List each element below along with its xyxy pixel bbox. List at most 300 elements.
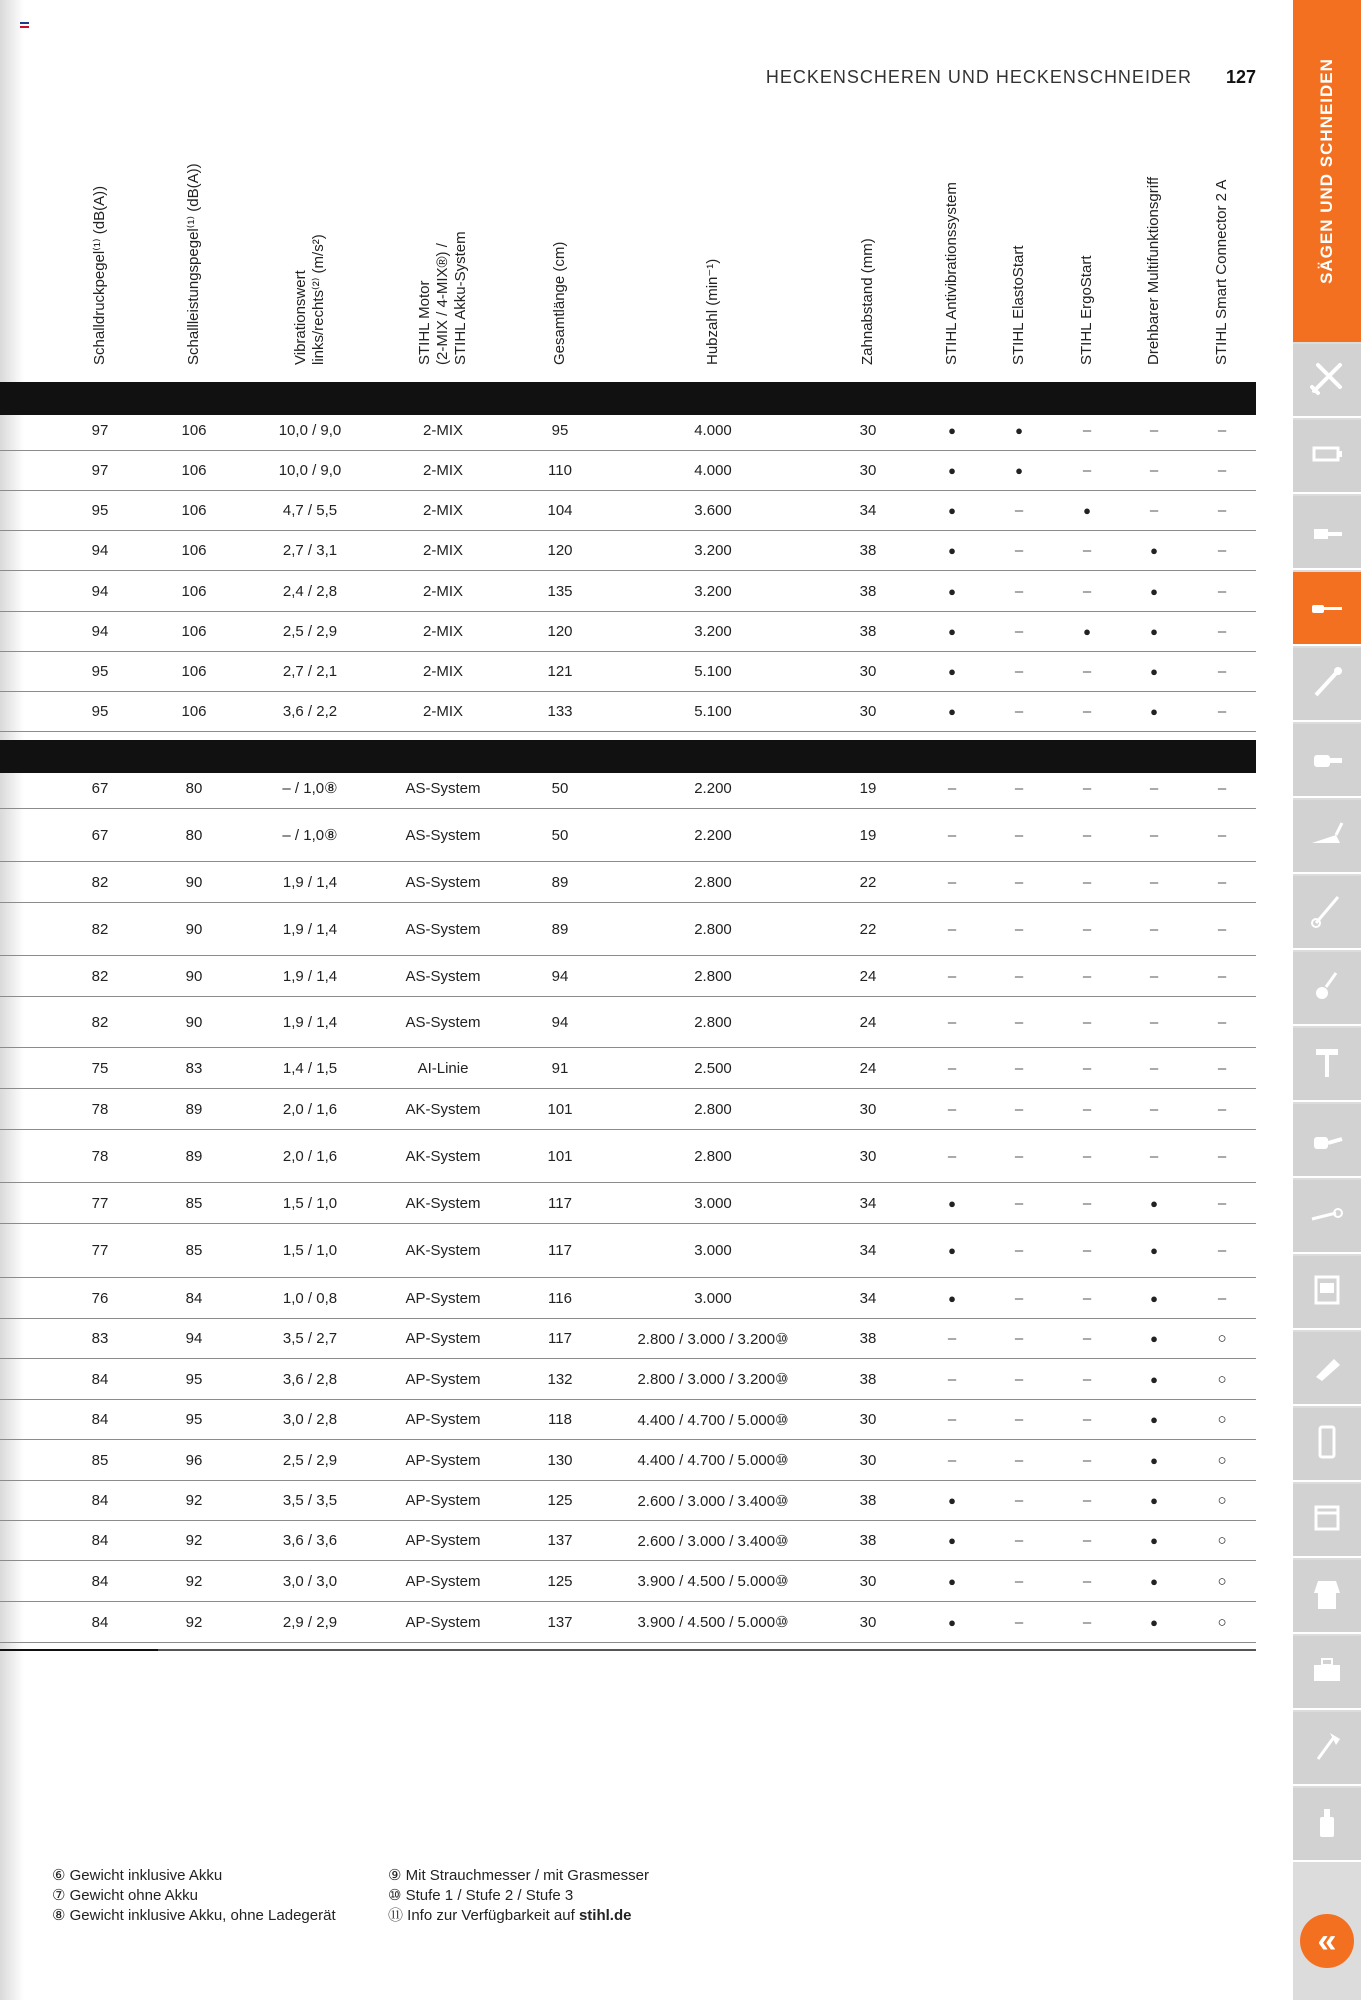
- feature-no-dash: –: [1149, 826, 1159, 844]
- cell-value: 94: [91, 542, 109, 559]
- table-cell-c3: [250, 997, 370, 1047]
- cell-value: 84: [91, 1370, 109, 1388]
- table-cell-c6: [613, 956, 813, 996]
- table-cell-c3: [250, 612, 370, 651]
- feature-optional-ring: ○: [1217, 1532, 1227, 1549]
- cell-value: 106: [181, 502, 207, 519]
- feature-yes-dot: ●: [948, 423, 956, 438]
- cell-value: 94: [91, 623, 109, 640]
- table-row: [0, 1561, 1256, 1602]
- table-row: [0, 903, 1256, 956]
- feature-no-dash: –: [1217, 663, 1227, 680]
- feature-no-dash: –: [1082, 542, 1092, 559]
- table-cell-c2: [134, 1359, 254, 1399]
- table-cell-c2: [134, 1561, 254, 1601]
- feature-no-dash: –: [1082, 1147, 1092, 1165]
- feature-no-dash: –: [1149, 873, 1159, 891]
- table-end-line: [0, 1649, 1256, 1651]
- table-cell-c5: [500, 1278, 620, 1318]
- table-cell-c4: [383, 768, 503, 808]
- cell-value: 137: [547, 1613, 573, 1631]
- feature-no-dash: –: [1014, 1370, 1024, 1388]
- sidebar-item-hedge-trimmer[interactable]: [1293, 572, 1361, 646]
- table-cell-c4: [383, 862, 503, 902]
- feature-no-dash: –: [1082, 1289, 1092, 1307]
- cell-value: 50: [551, 779, 569, 797]
- cell-value: 80: [185, 826, 203, 844]
- table-cell-c6: [613, 1089, 813, 1129]
- feature-yes-dot: ●: [948, 583, 956, 599]
- table-cell-c3: [250, 1224, 370, 1277]
- table-cell-c2: [134, 1521, 254, 1560]
- table-row: [0, 1183, 1256, 1224]
- table-row: [0, 531, 1256, 571]
- cell-value: 1,4 / 1,5: [282, 1059, 338, 1077]
- table-cell-c5: [500, 612, 620, 651]
- feature-no-dash: –: [1217, 826, 1227, 844]
- table-cell-c3: [250, 768, 370, 808]
- cell-value: 91: [551, 1059, 569, 1077]
- table-cell-c4: [383, 1089, 503, 1129]
- feature-yes-dot: ●: [1150, 624, 1158, 639]
- cleaner-icon: [1306, 1801, 1348, 1848]
- table-cell-c6: [613, 768, 813, 808]
- cell-value: 2.800: [694, 1100, 732, 1118]
- feature-no-dash: –: [1014, 1100, 1024, 1118]
- table-cell-c3: [250, 1319, 370, 1358]
- table-cell-c2: [134, 1130, 254, 1182]
- feature-yes-dot: ●: [1150, 1573, 1158, 1589]
- feature-no-dash: –: [1014, 663, 1024, 680]
- feature-yes-dot: ●: [948, 704, 956, 719]
- feature-yes-dot: ●: [1083, 503, 1091, 518]
- table-cell-c2: [134, 768, 254, 808]
- page-title: HECKENSCHEREN UND HECKENSCHNEIDER: [765, 66, 1192, 87]
- sidebar-item-leaf-blower[interactable]: [1293, 1104, 1361, 1178]
- cell-value: 1,9 / 1,4: [282, 967, 338, 985]
- sidebar-item-lawnmower[interactable]: [1293, 800, 1361, 874]
- cell-value: 3,5 / 3,5: [282, 1492, 338, 1509]
- column-header-c11: [1126, 120, 1182, 365]
- table-cell-c2: [134, 1400, 254, 1439]
- feature-no-dash: –: [1082, 1059, 1092, 1077]
- cell-value: 83: [91, 1330, 109, 1347]
- feature-no-dash: –: [1014, 1194, 1024, 1212]
- sidebar-item-trimmer[interactable]: [1293, 876, 1361, 950]
- table-cell-c12: [1162, 1481, 1282, 1520]
- cell-value: 3,6 / 2,8: [282, 1370, 338, 1388]
- footnotes-right: [388, 1866, 649, 1926]
- cell-value: AP-System: [405, 1370, 481, 1388]
- cell-value: 24: [859, 1013, 877, 1031]
- sidebar-item-toolbox[interactable]: [1293, 1636, 1361, 1710]
- table-cell-c2: [134, 1089, 254, 1129]
- cell-value: 34: [859, 1289, 877, 1307]
- feature-yes-dot: ●: [948, 543, 956, 558]
- table-cell-c3: [250, 1400, 370, 1439]
- table-cell-c6: [613, 997, 813, 1047]
- cell-value: 1,0 / 0,8: [282, 1289, 338, 1307]
- feature-no-dash: –: [1082, 1492, 1092, 1509]
- feature-yes-dot: ●: [1083, 624, 1091, 639]
- cell-value: 3,0 / 3,0: [282, 1572, 338, 1590]
- table-cell-c4: [383, 809, 503, 861]
- feature-no-dash: –: [1217, 1100, 1227, 1118]
- feature-yes-dot: ●: [948, 1533, 956, 1548]
- table-cell-c5: [500, 997, 620, 1047]
- cell-value: 76: [91, 1289, 109, 1307]
- cell-value: 89: [551, 920, 569, 938]
- cell-value: 92: [185, 1532, 203, 1549]
- feature-yes-dot: ●: [948, 1243, 956, 1258]
- category-sidebar: [1293, 0, 1361, 2000]
- table-cell-c4: [383, 1319, 503, 1358]
- footnote: ⑥ Gewicht inklusive Akku: [52, 1867, 223, 1884]
- cell-value: 24: [859, 967, 877, 985]
- feature-no-dash: –: [1082, 967, 1092, 985]
- sidebar-item-sprayer[interactable]: [1293, 1332, 1361, 1406]
- section-tab-label: SÄGEN UND SCHNEIDEN: [1317, 58, 1336, 284]
- cell-value: AP-System: [405, 1613, 481, 1631]
- table-cell-c2: [134, 1048, 254, 1088]
- cell-value: 2-MIX: [422, 623, 463, 640]
- double-chevron-left-icon: «: [1317, 1921, 1337, 1960]
- feature-no-dash: –: [1217, 1194, 1227, 1212]
- table-cell-c6: [613, 411, 813, 450]
- axe-icon: [1306, 1725, 1348, 1772]
- table-row: [0, 451, 1256, 491]
- cell-value: 84: [91, 1613, 109, 1631]
- feature-no-dash: –: [1082, 1451, 1092, 1469]
- cell-value: 34: [859, 502, 877, 519]
- table-row: [0, 1440, 1256, 1481]
- cell-value: 106: [181, 623, 207, 640]
- cell-value: 94: [91, 582, 109, 600]
- feature-no-dash: –: [1014, 1492, 1024, 1509]
- table-cell-c5: [500, 1224, 620, 1277]
- cell-value: 92: [185, 1613, 203, 1631]
- table-cell-c6: [613, 1130, 813, 1182]
- sidebar-item-brushcutter[interactable]: [1293, 648, 1361, 722]
- cell-value: 5.100: [694, 703, 732, 720]
- table-cell-c3: [250, 451, 370, 490]
- cell-value: AP-System: [405, 1451, 481, 1469]
- column-header-c4: [415, 120, 471, 365]
- column-header-label: STIHL ErgoStart: [1078, 255, 1095, 365]
- feature-yes-dot: ●: [948, 503, 956, 518]
- table-cell-c5: [500, 809, 620, 861]
- table-row: [0, 411, 1256, 451]
- cell-value: 89: [551, 873, 569, 891]
- table-cell-c5: [500, 956, 620, 996]
- toolbox-icon: [1306, 1649, 1348, 1696]
- cell-value: 84: [91, 1532, 109, 1549]
- table-cell-c5: [500, 531, 620, 570]
- cell-value: 116: [548, 1289, 572, 1307]
- cell-value: 120: [547, 623, 573, 640]
- cell-value: 1,5 / 1,0: [282, 1242, 338, 1259]
- sidebar-item-earth-auger[interactable]: [1293, 1028, 1361, 1102]
- cell-value: 2.800: [694, 967, 732, 985]
- sidebar-item-smartphone[interactable]: [1293, 1408, 1361, 1482]
- cell-value: 19: [859, 826, 877, 844]
- feature-no-dash: –: [1014, 1330, 1024, 1347]
- cell-value: 106: [181, 703, 207, 720]
- table-cell-c12: [1162, 809, 1282, 861]
- feature-no-dash: –: [1014, 967, 1024, 985]
- table-cell-c5: [500, 1481, 620, 1520]
- table-cell-c12: [1162, 997, 1282, 1047]
- feature-no-dash: –: [1149, 502, 1159, 519]
- table-cell-c6: [613, 1224, 813, 1277]
- table-row: [0, 1048, 1256, 1089]
- sidebar-item-calendar[interactable]: [1293, 1484, 1361, 1558]
- cell-value: 95: [91, 502, 109, 519]
- cell-value: 101: [547, 1147, 573, 1165]
- cell-value: 125: [547, 1572, 573, 1590]
- cell-value: 2.800: [694, 1013, 732, 1031]
- cell-value: 30: [859, 1411, 877, 1428]
- table-cell-c2: [134, 1183, 254, 1223]
- cell-value: 30: [859, 1147, 877, 1165]
- sidebar-item-blower[interactable]: [1293, 724, 1361, 798]
- table-cell-c3: [250, 1278, 370, 1318]
- feature-no-dash: –: [1014, 1532, 1024, 1549]
- cell-value: AS-System: [405, 1013, 481, 1031]
- table-cell-c5: [500, 411, 620, 450]
- feature-yes-dot: ●: [1150, 583, 1158, 599]
- feature-no-dash: –: [1014, 1451, 1024, 1469]
- table-cell-c4: [383, 571, 503, 611]
- table-cell-c4: [383, 1521, 503, 1560]
- feature-no-dash: –: [1014, 1147, 1024, 1165]
- feature-optional-ring: ○: [1217, 1451, 1227, 1469]
- footnote: ⑪ Info zur Verfügbarkeit auf stihl.de: [388, 1907, 632, 1924]
- leaf-blower-icon: [1306, 1117, 1348, 1164]
- cell-value: 2-MIX: [422, 582, 463, 600]
- feature-no-dash: –: [1217, 542, 1227, 559]
- feature-yes-dot: ●: [1150, 1290, 1158, 1306]
- footnote: ⑨ Mit Strauchmesser / mit Grasmesser: [388, 1867, 649, 1884]
- cell-value: 2-MIX: [422, 663, 463, 680]
- cell-value: 97: [91, 462, 109, 479]
- column-header-label: Gesamtlänge (cm): [551, 241, 568, 365]
- column-header-c7: [840, 120, 896, 365]
- table-cell-c6: [613, 652, 813, 691]
- table-cell-c6: [613, 451, 813, 490]
- cell-value: 2.800: [694, 873, 732, 891]
- table-cell-c2: [134, 531, 254, 570]
- feature-no-dash: –: [1014, 1013, 1024, 1031]
- cell-value: 1,5 / 1,0: [282, 1194, 338, 1212]
- cell-value: 77: [91, 1242, 109, 1259]
- feature-optional-ring: ○: [1217, 1492, 1227, 1509]
- feature-no-dash: –: [1082, 1572, 1092, 1590]
- cell-value: 2,0 / 1,6: [282, 1147, 338, 1165]
- feature-yes-dot: ●: [948, 1290, 956, 1306]
- feature-no-dash: –: [1149, 920, 1159, 938]
- cell-value: 4,7 / 5,5: [282, 502, 338, 519]
- table-cell-c12: [1162, 612, 1282, 651]
- feature-yes-dot: ●: [1150, 1493, 1158, 1508]
- back-button[interactable]: [1300, 1914, 1354, 1968]
- table-row: [0, 862, 1256, 903]
- table-cell-c6: [613, 1048, 813, 1088]
- feature-yes-dot: ●: [1150, 704, 1158, 719]
- column-header-label: STIHL Antivibrationssystem: [943, 182, 960, 365]
- cell-value: 22: [859, 873, 877, 891]
- cell-value: 82: [91, 920, 109, 938]
- sidebar-item-axe[interactable]: [1293, 1712, 1361, 1786]
- column-header-c9: [991, 120, 1047, 365]
- cell-value: 2,5 / 2,9: [282, 623, 338, 640]
- table-cell-c2: [134, 451, 254, 490]
- table-cell-c3: [250, 903, 370, 955]
- table-cell-c3: [250, 809, 370, 861]
- feature-no-dash: –: [1217, 422, 1227, 439]
- cell-value: 2,7 / 2,1: [282, 663, 338, 680]
- section-tab[interactable]: [1293, 0, 1361, 342]
- table-cell-c12: [1162, 768, 1282, 808]
- cell-value: 133: [547, 703, 573, 720]
- cell-value: 2,5 / 2,9: [282, 1451, 338, 1469]
- cell-value: 38: [859, 1532, 877, 1549]
- feature-no-dash: –: [947, 826, 957, 844]
- column-header-label: Hubzahl (min⁻¹): [704, 258, 721, 365]
- feature-no-dash: –: [1082, 873, 1092, 891]
- cell-value: 95: [185, 1411, 203, 1428]
- table-cell-c6: [613, 1440, 813, 1480]
- table-row: [0, 1130, 1256, 1183]
- table-cell-c4: [383, 1130, 503, 1182]
- feature-no-dash: –: [1014, 502, 1024, 519]
- table-cell-c2: [134, 652, 254, 691]
- table-cell-c6: [613, 692, 813, 731]
- column-header-label: STIHL ElastoStart: [1010, 245, 1027, 365]
- sidebar-item-tools[interactable]: [1293, 344, 1361, 418]
- sidebar-item-pressure-washer[interactable]: [1293, 1180, 1361, 1254]
- table-row: [0, 612, 1256, 652]
- table-cell-c4: [383, 1440, 503, 1480]
- table-cell-c5: [500, 1359, 620, 1399]
- feature-no-dash: –: [1082, 1194, 1092, 1212]
- sidebar-item-tiller[interactable]: [1293, 952, 1361, 1026]
- table-row: [0, 809, 1256, 862]
- cell-value: 84: [91, 1572, 109, 1590]
- cell-value: 117: [548, 1242, 572, 1259]
- feature-optional-ring: ○: [1217, 1330, 1227, 1347]
- table-cell-c5: [500, 571, 620, 611]
- table-cell-c12: [1162, 862, 1282, 902]
- table-cell-c5: [500, 1602, 620, 1642]
- feature-no-dash: –: [1217, 779, 1227, 797]
- sidebar-item-cleaner[interactable]: [1293, 1788, 1361, 1862]
- cell-value: 132: [547, 1370, 573, 1388]
- cell-value: 95: [551, 422, 569, 439]
- feature-no-dash: –: [1149, 779, 1159, 797]
- sidebar-item-chainsaw[interactable]: [1293, 496, 1361, 570]
- table-cell-c6: [613, 1602, 813, 1642]
- feature-no-dash: –: [947, 1451, 957, 1469]
- table-cell-c4: [383, 1278, 503, 1318]
- earth-auger-icon: [1306, 1041, 1348, 1088]
- table-cell-c3: [250, 491, 370, 530]
- feature-no-dash: –: [947, 1370, 957, 1388]
- feature-yes-dot: ●: [1015, 423, 1023, 438]
- feature-no-dash: –: [1149, 422, 1159, 439]
- cell-value: 94: [551, 967, 569, 985]
- table-row: [0, 997, 1256, 1048]
- table-cell-c4: [383, 491, 503, 530]
- feature-no-dash: –: [1014, 1411, 1024, 1428]
- table-cell-c2: [134, 411, 254, 450]
- blower-icon: [1306, 737, 1348, 784]
- feature-no-dash: –: [1082, 663, 1092, 680]
- sidebar-item-clothing[interactable]: [1293, 1560, 1361, 1634]
- table-cell-c4: [383, 1561, 503, 1601]
- cell-value: AS-System: [405, 826, 481, 844]
- table-cell-c12: [1162, 1183, 1282, 1223]
- feature-no-dash: –: [1217, 920, 1227, 938]
- cell-value: 130: [547, 1451, 573, 1469]
- cell-value: 2.500: [694, 1059, 732, 1077]
- cell-value: 94: [185, 1330, 203, 1347]
- cell-value: 3.000: [694, 1242, 732, 1259]
- table-cell-c12: [1162, 1130, 1282, 1182]
- cell-value: 135: [547, 582, 573, 600]
- sidebar-item-shredder[interactable]: [1293, 1256, 1361, 1330]
- table-cell-c3: [250, 1089, 370, 1129]
- feature-no-dash: –: [1217, 582, 1227, 600]
- feature-no-dash: –: [947, 1059, 957, 1077]
- tiller-icon: [1306, 965, 1348, 1012]
- cell-value: 3,5 / 2,7: [282, 1330, 338, 1347]
- cell-value: – / 1,0⑧: [282, 780, 338, 797]
- feature-optional-ring: ○: [1217, 1572, 1227, 1590]
- cell-value: 92: [185, 1492, 203, 1509]
- feature-no-dash: –: [947, 1330, 957, 1347]
- table-row: [0, 1224, 1256, 1278]
- cell-value: 1,9 / 1,4: [282, 1013, 338, 1031]
- feature-no-dash: –: [1082, 1242, 1092, 1259]
- table-cell-c5: [500, 491, 620, 530]
- cell-value: AK-System: [405, 1194, 481, 1212]
- stihl-link[interactable]: stihl.de: [578, 1907, 632, 1924]
- column-header-c6: [685, 120, 741, 365]
- cell-value: 78: [91, 1147, 109, 1165]
- cell-value: 3.900 / 4.500 / 5.000⑩: [637, 1573, 789, 1590]
- cell-value: 67: [91, 779, 109, 797]
- table-cell-c3: [250, 1359, 370, 1399]
- feature-yes-dot: ●: [948, 1573, 956, 1589]
- table-cell-c2: [134, 809, 254, 861]
- table-cell-c12: [1162, 1089, 1282, 1129]
- cell-value: 2-MIX: [422, 703, 463, 720]
- table-row: [0, 1089, 1256, 1130]
- cell-value: AK-System: [405, 1242, 481, 1259]
- sidebar-item-battery[interactable]: [1293, 420, 1361, 494]
- page-header: [700, 64, 1256, 90]
- table-cell-c2: [134, 491, 254, 530]
- feature-no-dash: –: [1217, 1059, 1227, 1077]
- feature-no-dash: –: [1149, 462, 1159, 479]
- feature-no-dash: –: [1149, 1147, 1159, 1165]
- cell-value: 2.800 / 3.000 / 3.200⑩: [637, 1330, 789, 1348]
- table-cell-c4: [383, 411, 503, 450]
- cell-value: 75: [91, 1059, 109, 1077]
- table-cell-c5: [500, 1319, 620, 1358]
- table-cell-c5: [500, 652, 620, 691]
